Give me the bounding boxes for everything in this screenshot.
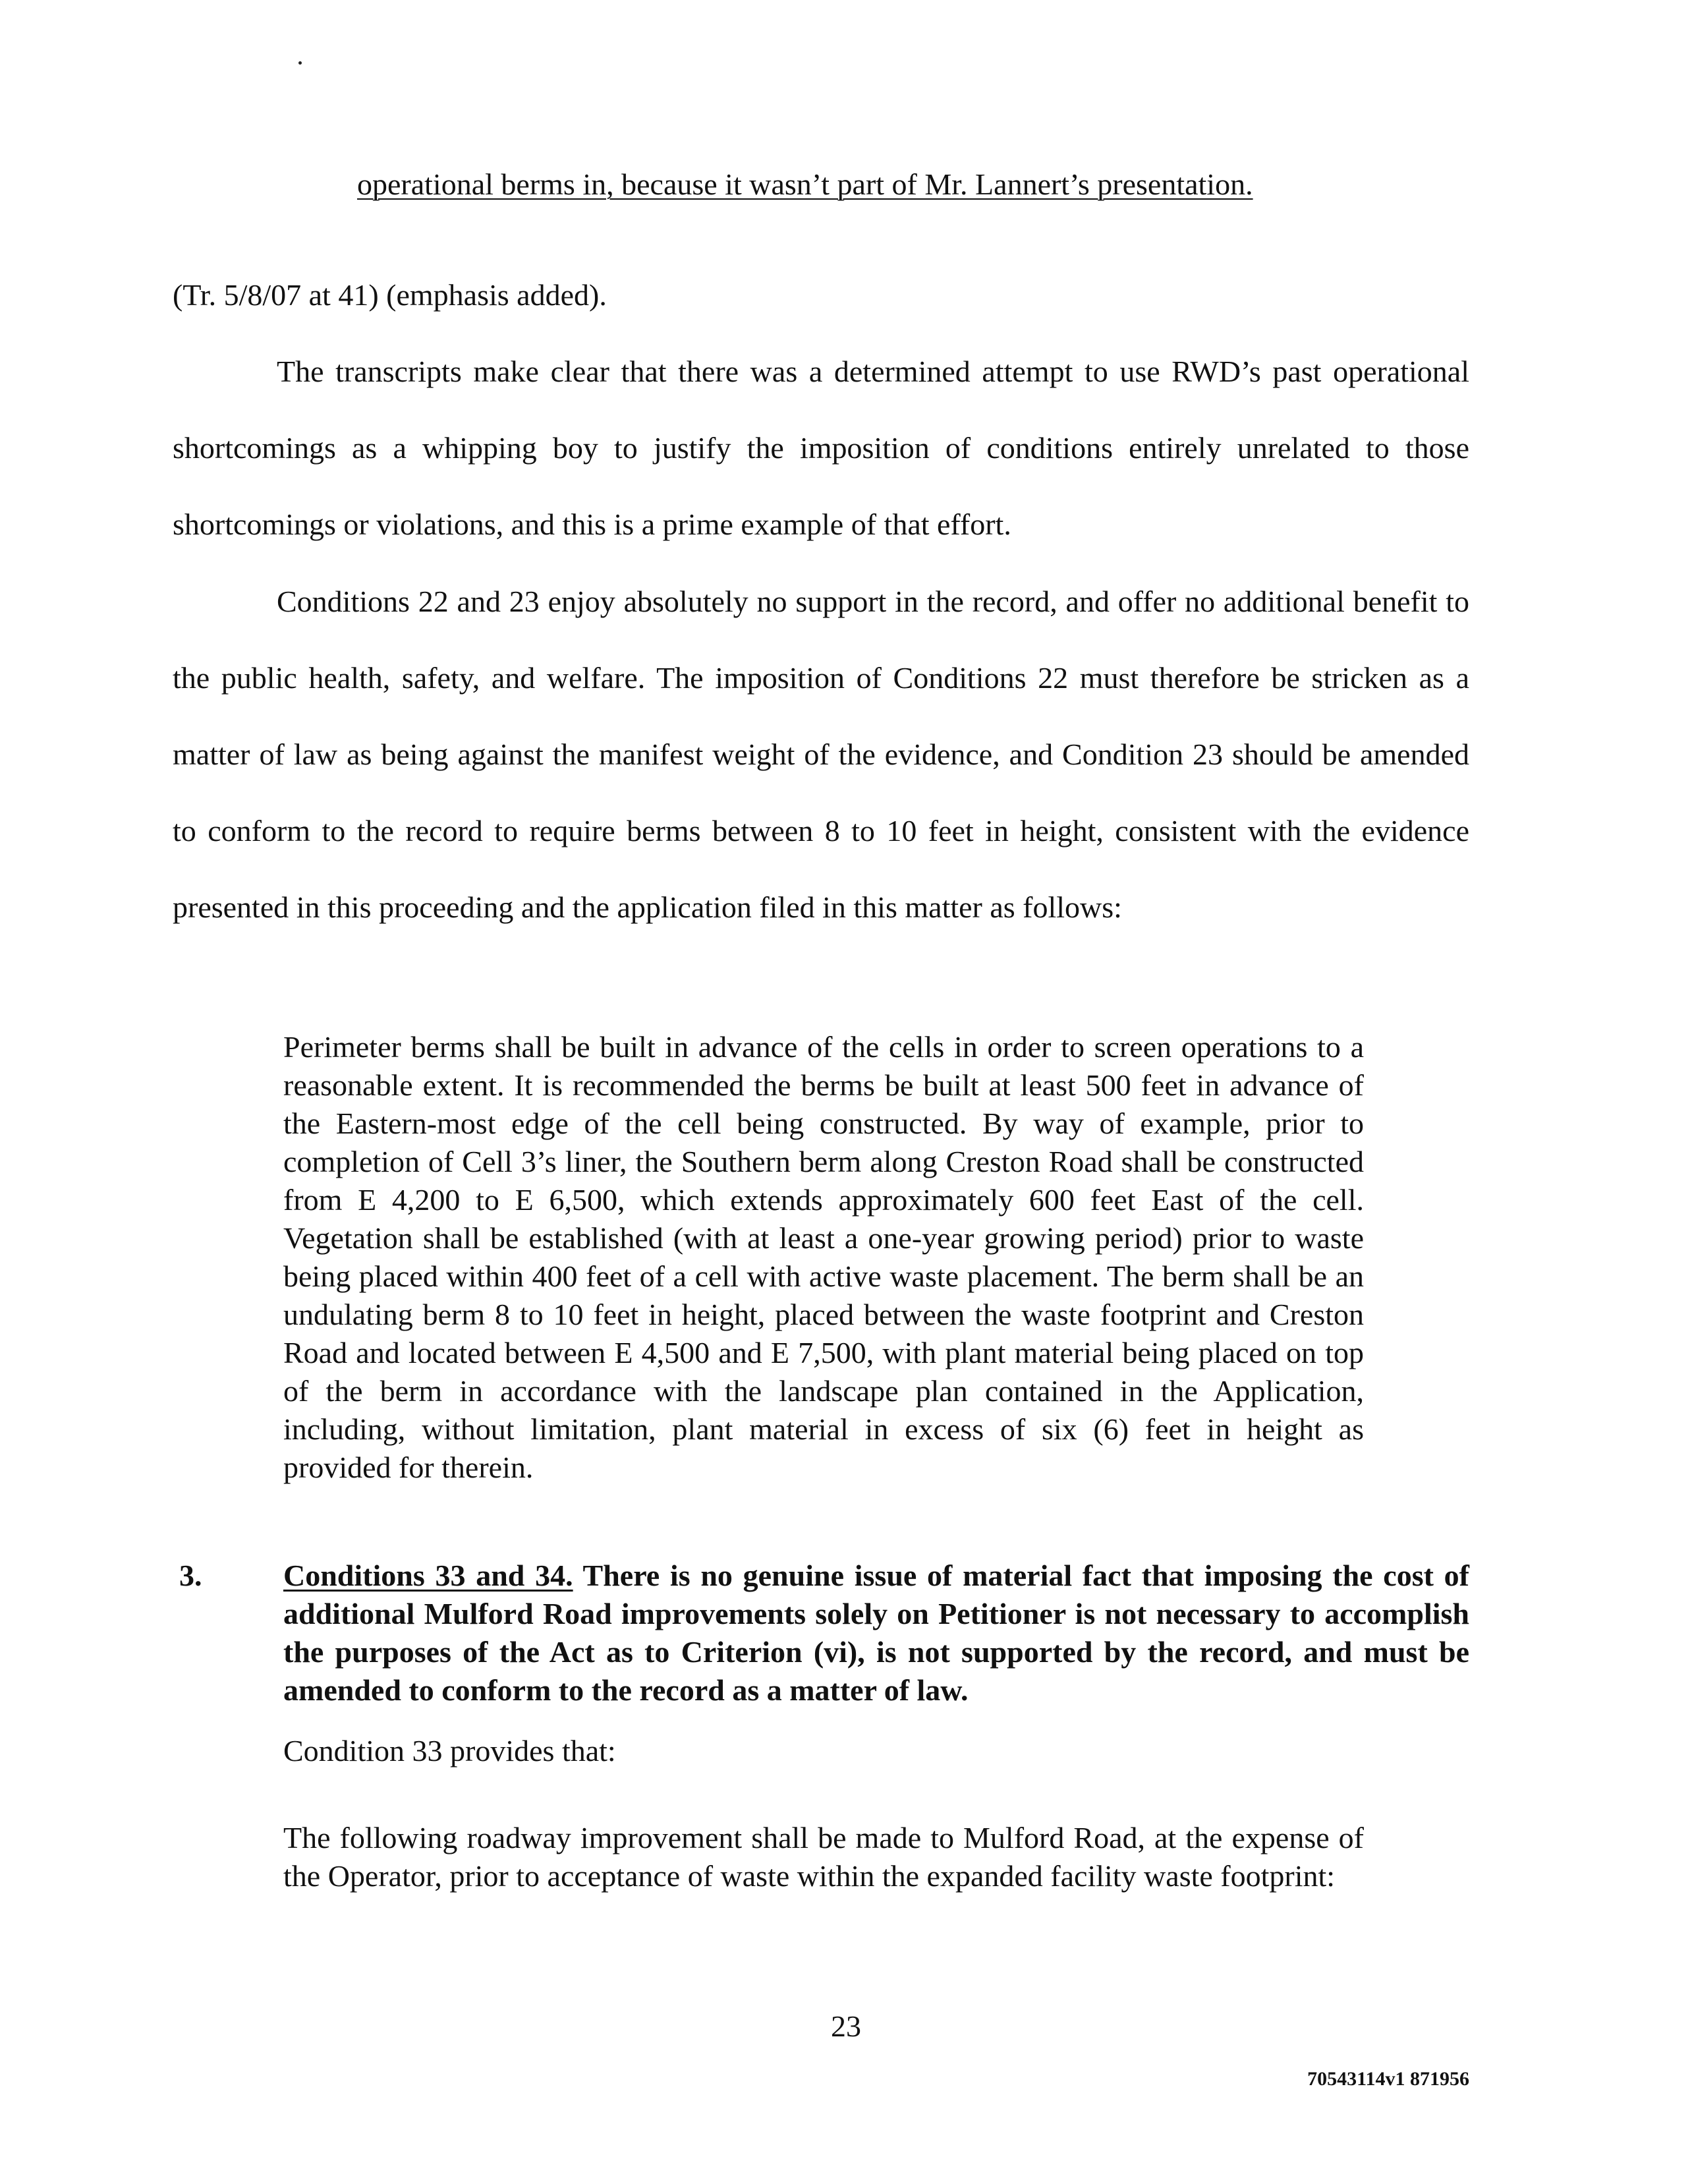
page-number: 23	[831, 2009, 861, 2043]
quote-continuation: operational berms in, because it wasn’t part of Mr. Lannert’s presentation.	[357, 167, 1253, 201]
section-heading-text: There is no genuine issue of material fact that imposing the cost of additional Mulford Road improvements solely on Petitioner is not necessary to accomplish the purposes of the Act as to Criterion (vi), is not supported by the record, and must be amended to conform to the record as a matter of law.	[283, 1559, 1469, 1707]
scan-speck	[298, 61, 302, 65]
condition-33-intro: Condition 33 provides that:	[283, 1734, 616, 1767]
document-id: 70543114v1 871956	[1307, 2068, 1469, 2090]
section-number: 3.	[179, 1559, 202, 1592]
block-quote-perimeter-berms: Perimeter berms shall be built in advance of the cells in order to screen operations to a reasonable extent. It is recommended the berms be built at least 500 feet in advance of the Eastern-most edge of the cell being constructed. By way of example, prior to completion of Cell 3’s liner, the Southern berm along Creston Road shall be constructed from E 4,200 to E 6,500, which extends approximately 600 feet East of the cell. Vegetation shall be established (with at least a one-year growing period) prior to waste being placed within 400 feet of a cell with active waste placement. The berm shall be an undulating berm 8 to 10 feet in height, placed between the waste footprint and Creston Road and located between E 4,500 and E 7,500, with plant material being placed on top of the berm in accordance with the landscape plan contained in the Application, including, without limitation, plant material in excess of six (6) feet in height as provided for therein.	[283, 1030, 1364, 1484]
paragraph-transcripts: The transcripts make clear that there was a determined attempt to use RWD’s past operational shortcomings as a whipping boy to justify the imposition of conditions entirely unrelated to those shortcomings or violations, and this is a prime example of that effort.	[173, 355, 1469, 541]
section-title: Conditions 33 and 34.	[283, 1559, 573, 1592]
transcript-citation: (Tr. 5/8/07 at 41) (emphasis added).	[173, 278, 607, 312]
block-quote-mulford-road: The following roadway improvement shall be made to Mulford Road, at the expense of the Operator, prior to acceptance of waste within the expanded facility waste footprint:	[283, 1821, 1364, 1893]
section-heading	[283, 1557, 1469, 1710]
paragraph-conditions-22-23: Conditions 22 and 23 enjoy absolutely no support in the record, and offer no additional benefit to the public health, safety, and welfare. The imposition of Conditions 22 must therefore be stricken as a matter of law as being against the manifest weight of the evidence, and Condition 23 should be amended to conform to the record to require berms between 8 to 10 feet in height, consistent with the evidence presented in this proceeding and the application filed in this matter as follows:	[173, 585, 1469, 924]
